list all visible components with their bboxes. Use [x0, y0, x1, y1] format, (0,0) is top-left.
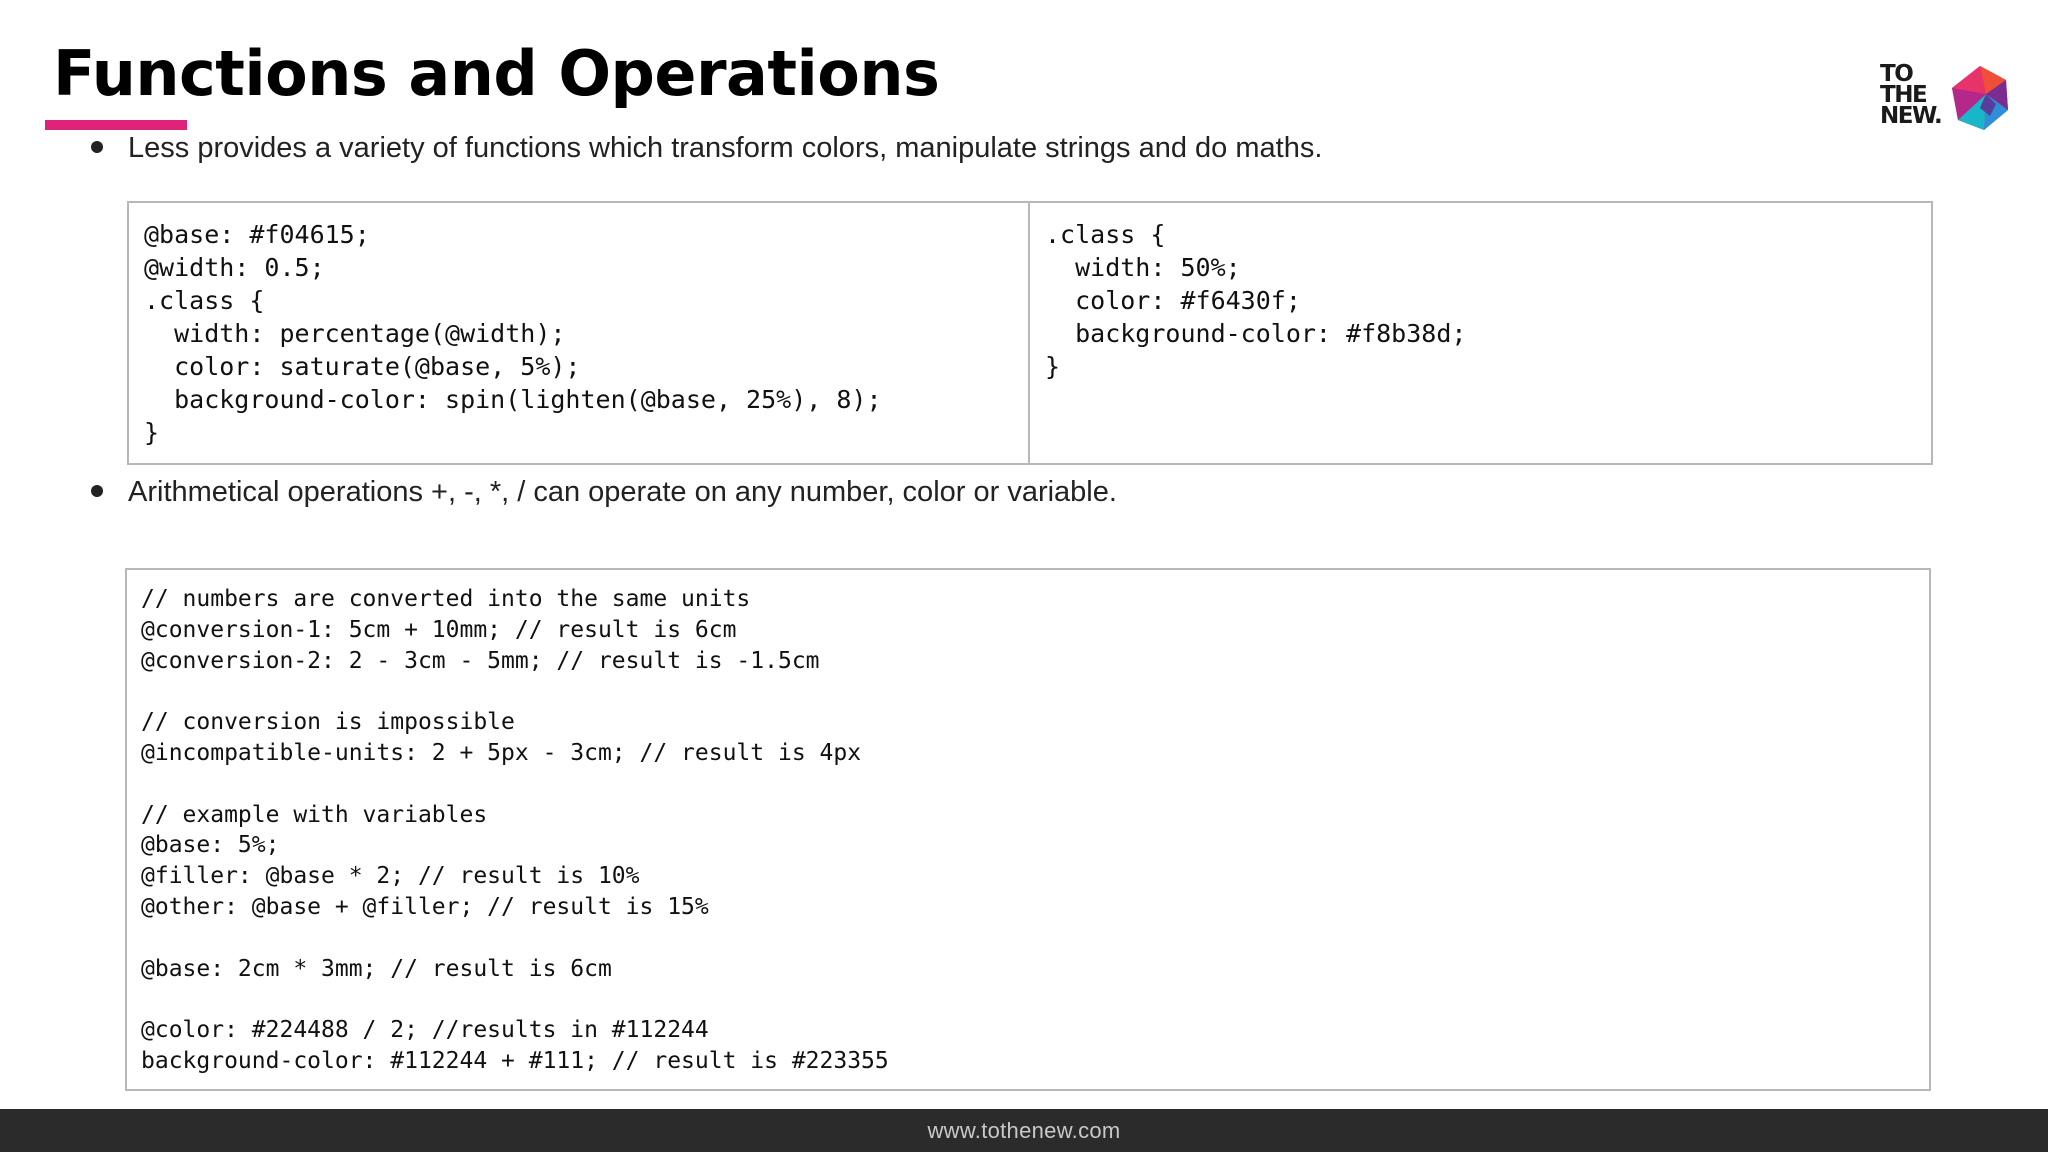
- bullet-dot-icon: [91, 485, 103, 497]
- slide-title: Functions and Operations: [53, 37, 940, 110]
- bullet-functions: [91, 130, 1322, 166]
- logo-wordmark: TO THE NEW.: [1880, 61, 1942, 129]
- functions-code-table: [127, 201, 1933, 465]
- bullet-dot-icon: [91, 141, 103, 153]
- tothenew-logo: [1880, 62, 2010, 134]
- title-accent-bar: [45, 120, 187, 130]
- logo-polygon-icon: [1950, 64, 2010, 132]
- bullet-operations-text: Arithmetical operations +, -, *, / can operate on any number, color or variable.: [128, 476, 1117, 508]
- less-code-block: @base: #f04615; @width: 0.5; .class { width: percentage(@width); color: saturate(@base, 5%); background-color: spin(lighten(@base, 25%), 8); }: [144, 220, 882, 447]
- bullet-operations: [91, 474, 1117, 510]
- css-output-cell: [1030, 203, 1931, 463]
- footer-bar: [0, 1109, 2048, 1152]
- footer-url: www.tothenew.com: [927, 1117, 1121, 1143]
- bullet-functions-text: Less provides a variety of functions which transform colors, manipulate strings and do maths.: [128, 132, 1323, 164]
- operations-code-box: [125, 568, 1931, 1091]
- less-code-cell: [129, 203, 1030, 463]
- css-output-block: .class { width: 50%; color: #f6430f; background-color: #f8b38d; }: [1045, 220, 1467, 381]
- operations-code-block: // numbers are converted into the same units @conversion-1: 5cm + 10mm; // result is 6cm @conversion-2: 2 - 3cm - 5mm; // result is -1.5cm // conversion is impossible @incompatible-units: 2 + 5px - 3cm; // result is 4px // example with variables @base: 5%; @filler: @base * 2; // result is 10% @other: @base + @filler; // result is 15% @base: 2cm * 3mm; // result is 6cm @color: #224488 / 2; //results in #112244 background-color: #112244 + #111; // result is #223355: [141, 586, 889, 1074]
